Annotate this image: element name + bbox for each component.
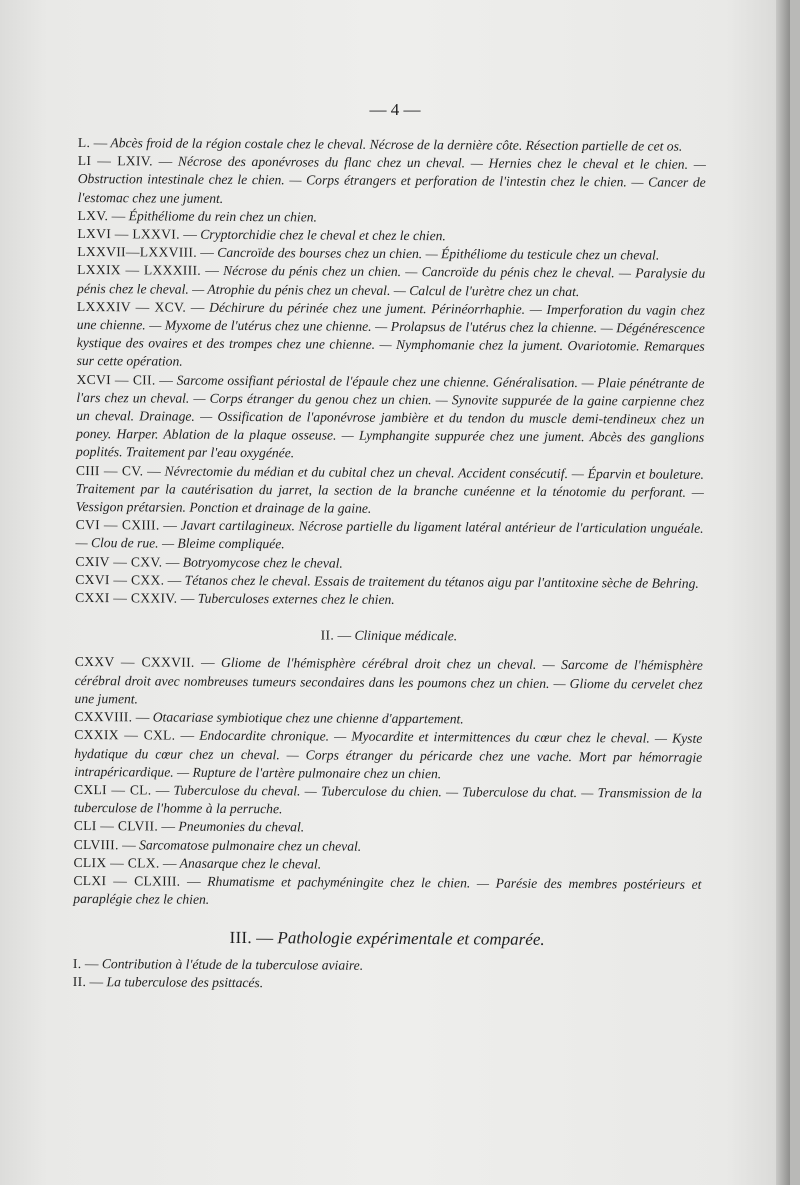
entry-separator: — xyxy=(180,727,195,744)
entry xyxy=(76,371,705,466)
entry-text: Otacariase symbiotique chez une chienne d'appartement. xyxy=(152,709,464,727)
entry-separator: — xyxy=(159,372,173,388)
entry-number: CXIV — CXV. xyxy=(75,553,163,570)
entry-text: Sarcomatose pulmonaire chez un cheval. xyxy=(139,836,362,854)
entry-text: Abcès froid de la région costale chez le cheval. Nécrose de la dernière côte. Résection partielle de cet os. xyxy=(110,135,683,154)
entry-separator: — xyxy=(165,554,180,570)
section-experimental-pathology xyxy=(73,955,701,995)
entry-number: CXLI — CL. xyxy=(73,781,152,798)
document-body xyxy=(73,134,706,995)
section-title-text: Clinique médicale. xyxy=(354,627,458,644)
entry-separator: — xyxy=(200,244,214,261)
entry-text: Tuberculoses externes chez le chien. xyxy=(197,590,395,608)
entry-number: CLIX — CLX. xyxy=(73,854,160,871)
entry-separator: — xyxy=(201,655,215,671)
entry-separator: — xyxy=(180,590,195,606)
entry xyxy=(75,516,703,556)
page-number: — 4 — xyxy=(369,100,421,119)
entry-text: Cryptorchidie chez le cheval et chez le chien. xyxy=(200,226,446,244)
entry-text: La tuberculose des psittacés. xyxy=(106,973,264,990)
entry xyxy=(74,653,702,711)
section-title-medical-clinic xyxy=(75,625,703,647)
entry-separator: — xyxy=(205,263,219,279)
entry-separator: — xyxy=(89,973,104,989)
entry-number: LXXIX — LXXXIII. xyxy=(77,262,202,279)
entry-separator: — xyxy=(155,782,170,798)
entry-number: L. xyxy=(77,134,91,151)
entry-text: Gliome de l'hémisphère cérébral droit chez un cheval. — Sarcome de l'hémisphère cérébral droit avec nombreuses tumeurs secondaires dans les poumons chez un chien. — Gliome du cervelet chez une jument. xyxy=(74,655,703,707)
section-separator: — xyxy=(256,928,274,948)
entry-number: CXXVIII. xyxy=(74,709,133,725)
entry-number: CLXI — CLXIII. xyxy=(73,872,181,889)
entry-text: Nécrose des aponévroses du flanc chez un cheval. — Hernies chez le cheval et le chien. — Obstruction intestinale chez le chien. — Corps étrangers et perforation de l'intestin chez le chien. — Cancer de l'estomac chez une jument. xyxy=(77,153,706,206)
entry-text: Pneumonies du cheval. xyxy=(178,818,305,835)
section-title-text: Pathologie expérimentale et comparée. xyxy=(277,928,545,950)
entry-separator: — xyxy=(135,709,150,725)
entry-text: Névrectomie du médian et du cubital chez un cheval. Accident consécutif. — Éparvin et bouleture. Traitement par la cautérisation du jarret, la section de la branche cunéenne et la ténotomie du perforant. — Vessigon prétarsien. Ponction et drainage de la gaine. xyxy=(75,463,704,516)
entry-number: CIII — CV. xyxy=(75,462,144,479)
entry xyxy=(74,726,702,784)
entry-text: Anasarque chez le cheval. xyxy=(179,855,322,872)
entry-separator: — xyxy=(190,299,205,315)
entry-text: Tuberculose du cheval. — Tuberculose du chien. — Tuberculose du chat. — Transmission de la tuberculose de l'homme à la perruche. xyxy=(73,782,703,817)
entry-separator: — xyxy=(111,208,126,224)
entry-text: Javart cartilagineux. Nécrose partielle du ligament latéral antérieur de l'articulation unguéale. — Clou de rue. — Bleime compliquée. xyxy=(75,517,704,552)
entry-number: LI — LXIV. xyxy=(77,153,153,169)
entry-text: Endocardite chronique. — Myocardite et intermittences du cœur chez le cheval. — Kyste hydatique du cœur chez un cheval. — Corps étranger du péricarde chez une vache. Mort par hémorragie intrapéricardique. — Rupture de l'artère pulmonaire chez un chien. xyxy=(74,728,703,781)
entry-text: Cancroïde des bourses chez un chien. — Épithéliome du testicule chez un cheval. xyxy=(217,245,660,263)
entry-separator: — xyxy=(122,836,136,852)
entry-text: Déchirure du périnée chez une jument. Périnéorrhaphie. — Imperforation du vagin chez une chienne. — Myxome de l'utérus chez une chienne. — Prolapsus de l'utérus chez la chienne. — Dégénérescence kystique des ovaires et des trompes chez une chienne. — Nymphomanie chez la jument. Ovariotomie. Remarques sur cette opération. xyxy=(76,299,705,370)
entry-separator: — xyxy=(84,955,99,971)
entry-separator: — xyxy=(147,463,161,479)
entry-text: Tétanos chez le cheval. Essais de traitement du tétanos aigu par l'antitoxine sèche de Behring. xyxy=(184,572,699,591)
section-number: II. xyxy=(320,627,335,643)
section-separator: — xyxy=(337,627,352,643)
entry-text: Botryomycose chez le cheval. xyxy=(182,554,343,571)
entry xyxy=(74,781,702,821)
entry-separator: — xyxy=(158,153,173,169)
entry-number: II. xyxy=(72,973,87,989)
entry xyxy=(77,298,705,375)
entry-text: Épithéliome du rein chez un chien. xyxy=(128,208,317,225)
section-medical-clinic xyxy=(73,653,703,912)
entry xyxy=(78,152,706,210)
entry-separator: — xyxy=(186,873,201,889)
entry-number: CLVIII. xyxy=(73,836,119,852)
entry-number: XCVI — CII. xyxy=(76,371,156,388)
entry-separator: — xyxy=(163,517,177,533)
entry-number: CVI — CXIII. xyxy=(75,517,160,533)
entry-number: CXVI — CXX. xyxy=(75,571,165,588)
section-title-experimental-pathology xyxy=(73,928,701,950)
page-edge-shadow xyxy=(776,0,790,1185)
entry-text: Contribution à l'étude de la tuberculose aviaire. xyxy=(101,955,364,973)
entry-separator: — xyxy=(167,572,182,588)
entry xyxy=(77,261,705,301)
entry-number: CLI — CLVII. xyxy=(73,818,159,834)
entry-separator: — xyxy=(183,226,197,242)
entry-number: LXV. xyxy=(77,207,109,223)
entry-separator: — xyxy=(162,855,177,871)
entry xyxy=(73,872,701,912)
entry-separator: — xyxy=(93,135,108,151)
entry-number: CXXIX — CXL. xyxy=(74,727,176,743)
entry xyxy=(75,589,703,611)
entry-text: Sarcome ossifiant périostal de l'épaule chez une chienne. Généralisation. — Plaie pénétrante de l'ars chez un cheval. — Corps étranger du genou chez un chien. — Synovite suppurée de la gaine carpienne chez un cheval. Drainage. — Ossification de l'aponévrose jambière et du tendon du muscle demi-tendineux chez un poney. Harper. Ablation de la plaque osseuse. — Lymphangite suppurée chez une jument. Abcès des ganglions poplités. Traitement par l'eau oxygénée. xyxy=(76,372,705,461)
entry-text: Nécrose du pénis chez un chien. — Cancroïde du pénis chez le cheval. — Paralysie du pénis chez le cheval. — Atrophie du pénis chez un cheval. — Calcul de l'urètre chez un chat. xyxy=(77,263,706,299)
entry xyxy=(76,462,704,520)
entry-number: I. xyxy=(72,955,82,971)
entry-number: LXXVII—LXXVIII. xyxy=(77,244,197,260)
entry xyxy=(73,973,701,995)
entry-number: LXVI — LXXVI. xyxy=(77,226,180,242)
entry-number: CXXV — CXXVII. xyxy=(74,654,195,671)
entry-separator: — xyxy=(161,818,176,834)
entry-text: Rhumatisme et pachyméningite chez le chien. — Parésie des membres postérieurs et paraplégie chez le chien. xyxy=(73,873,702,907)
entry-number: LXXXIV — XCV. xyxy=(76,298,187,315)
section-surgical-clinic xyxy=(75,134,706,611)
entry-number: CXXI — CXXIV. xyxy=(75,590,178,606)
section-number: III. xyxy=(229,928,253,948)
